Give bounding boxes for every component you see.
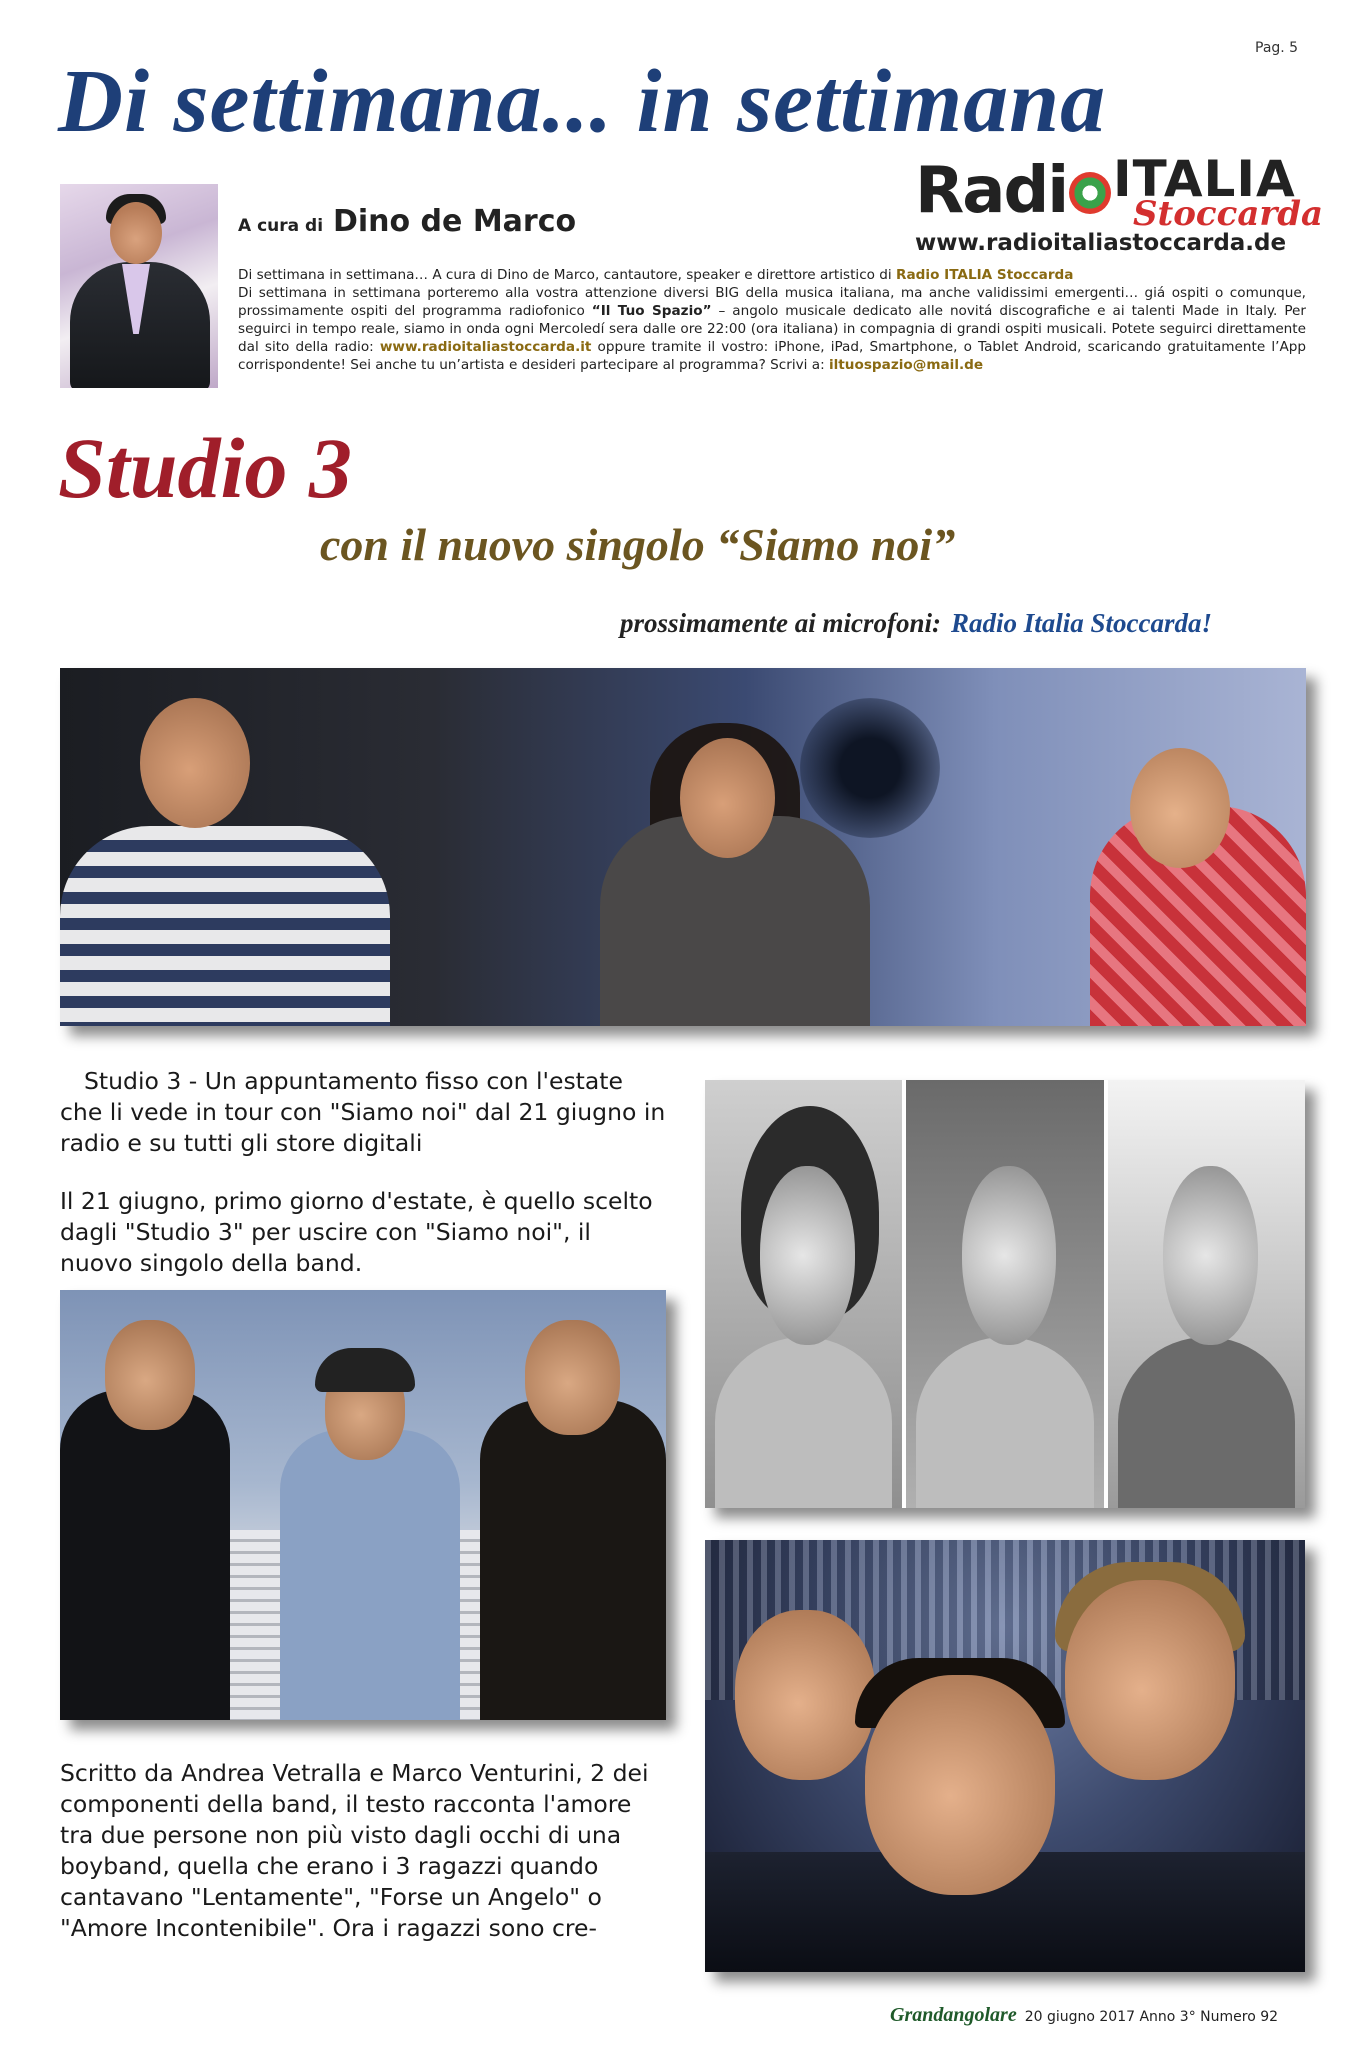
portrait-1 <box>705 1080 902 1508</box>
logo-stoccarda-word: Stoccarda <box>1133 194 1324 234</box>
article-paragraph-2: Il 21 giugno, primo giorno d'estate, è quello scelto dagli "Studio 3" per uscire con "Siamo noi", il nuovo singolo della band. <box>60 1187 653 1277</box>
portrait-2 <box>906 1080 1103 1508</box>
radio-logo <box>915 150 1324 260</box>
selfie-photo-crowd <box>705 1540 1305 1972</box>
portrait-triptych <box>705 1080 1305 1508</box>
intro-email-link[interactable]: iltuospazio@mail.de <box>828 357 984 373</box>
article-paragraph-1: Studio 3 - Un appuntamento fisso con l'estate che li vede in tour con "Siamo noi" dal 21 giugno in radio e su tutti gli store digitali <box>60 1067 666 1157</box>
portrait-3 <box>1108 1080 1305 1508</box>
article-paragraph-3: Scritto da Andrea Vetralla e Marco Venturini, 2 dei componenti della band, il testo racconta l'amore tra due persone non più visto dagli occhi di una boyband, quella che erano i 3 ragazzi quando cantavano "Lentamente", "Forse un Angelo" o "Amore Incontenibile". Ora i ragazzi sono cre- <box>60 1759 649 1942</box>
intro-paragraph: Di settimana in settimana porteremo alla vostra attenzione diversi BIG della musica italiana, ma anche validissimi emergenti… giá ospiti o comunque, prossimamente ospiti del programma radiofonico “Il Tuo Spazio” – angolo musicale dedicato alle novitá discografiche e ai talenti Made in Italy. Per seguirci in tempo reale, siamo in onda ogni Mercoledí sera dalle ore 22:00 (ora italiana) in compagnia di grandi ospiti musicali. Potete seguirci direttamente dal sito della radio: www.radioitaliastoccarda.it oppure tramite il vostro: iPhone, iPad, Smartphone, o Tablet Android, scaricando gratuitamente l’App corrispondente! Sei anche tu un’artista e desideri partecipare al programma? Scrivi a: iltuospazio@mail.de <box>238 285 1307 373</box>
on-air-prefix: prossimamente ai microfoni: <box>620 608 942 638</box>
author-photo <box>60 184 218 388</box>
on-air-station: Radio Italia Stoccarda! <box>951 608 1213 638</box>
column-byline <box>238 204 576 239</box>
hero-photo-concert <box>60 668 1306 1026</box>
column-title: Di settimana... in settimana <box>58 52 1107 151</box>
article-title: Studio 3 <box>58 420 352 516</box>
byline-name: Dino de Marco <box>332 204 577 239</box>
band-photo-stairs <box>60 1290 666 1720</box>
issue-info: 20 giugno 2017 Anno 3° Numero 92 <box>1024 2009 1279 2025</box>
article-subtitle: con il nuovo singolo “Siamo noi” <box>320 519 956 570</box>
logo-o-icon <box>1069 172 1111 214</box>
logo-italia-word: ITALIA <box>1113 150 1296 208</box>
page-footer <box>890 2004 1278 2027</box>
intro-program: “Il Tuo Spazio” <box>591 303 712 319</box>
column-intro <box>238 266 1306 374</box>
page-number: Pag. 5 <box>1255 40 1299 56</box>
logo-radio-word: Radi <box>915 154 1113 228</box>
intro-station: Radio ITALIA Stoccarda <box>896 267 1074 283</box>
intro-line-1: Di settimana in settimana… A cura di Dino de Marco, cantautore, speaker e direttore artistico di Radio ITALIA Stoccarda <box>238 267 1074 283</box>
byline-prefix: A cura di <box>238 216 324 236</box>
intro-site-link[interactable]: www.radioitaliastoccarda.it <box>379 339 592 355</box>
on-air-line <box>620 608 1212 639</box>
newspaper-name: Grandangolare <box>890 2004 1017 2026</box>
logo-url: www.radioitaliastoccarda.de <box>915 230 1287 256</box>
